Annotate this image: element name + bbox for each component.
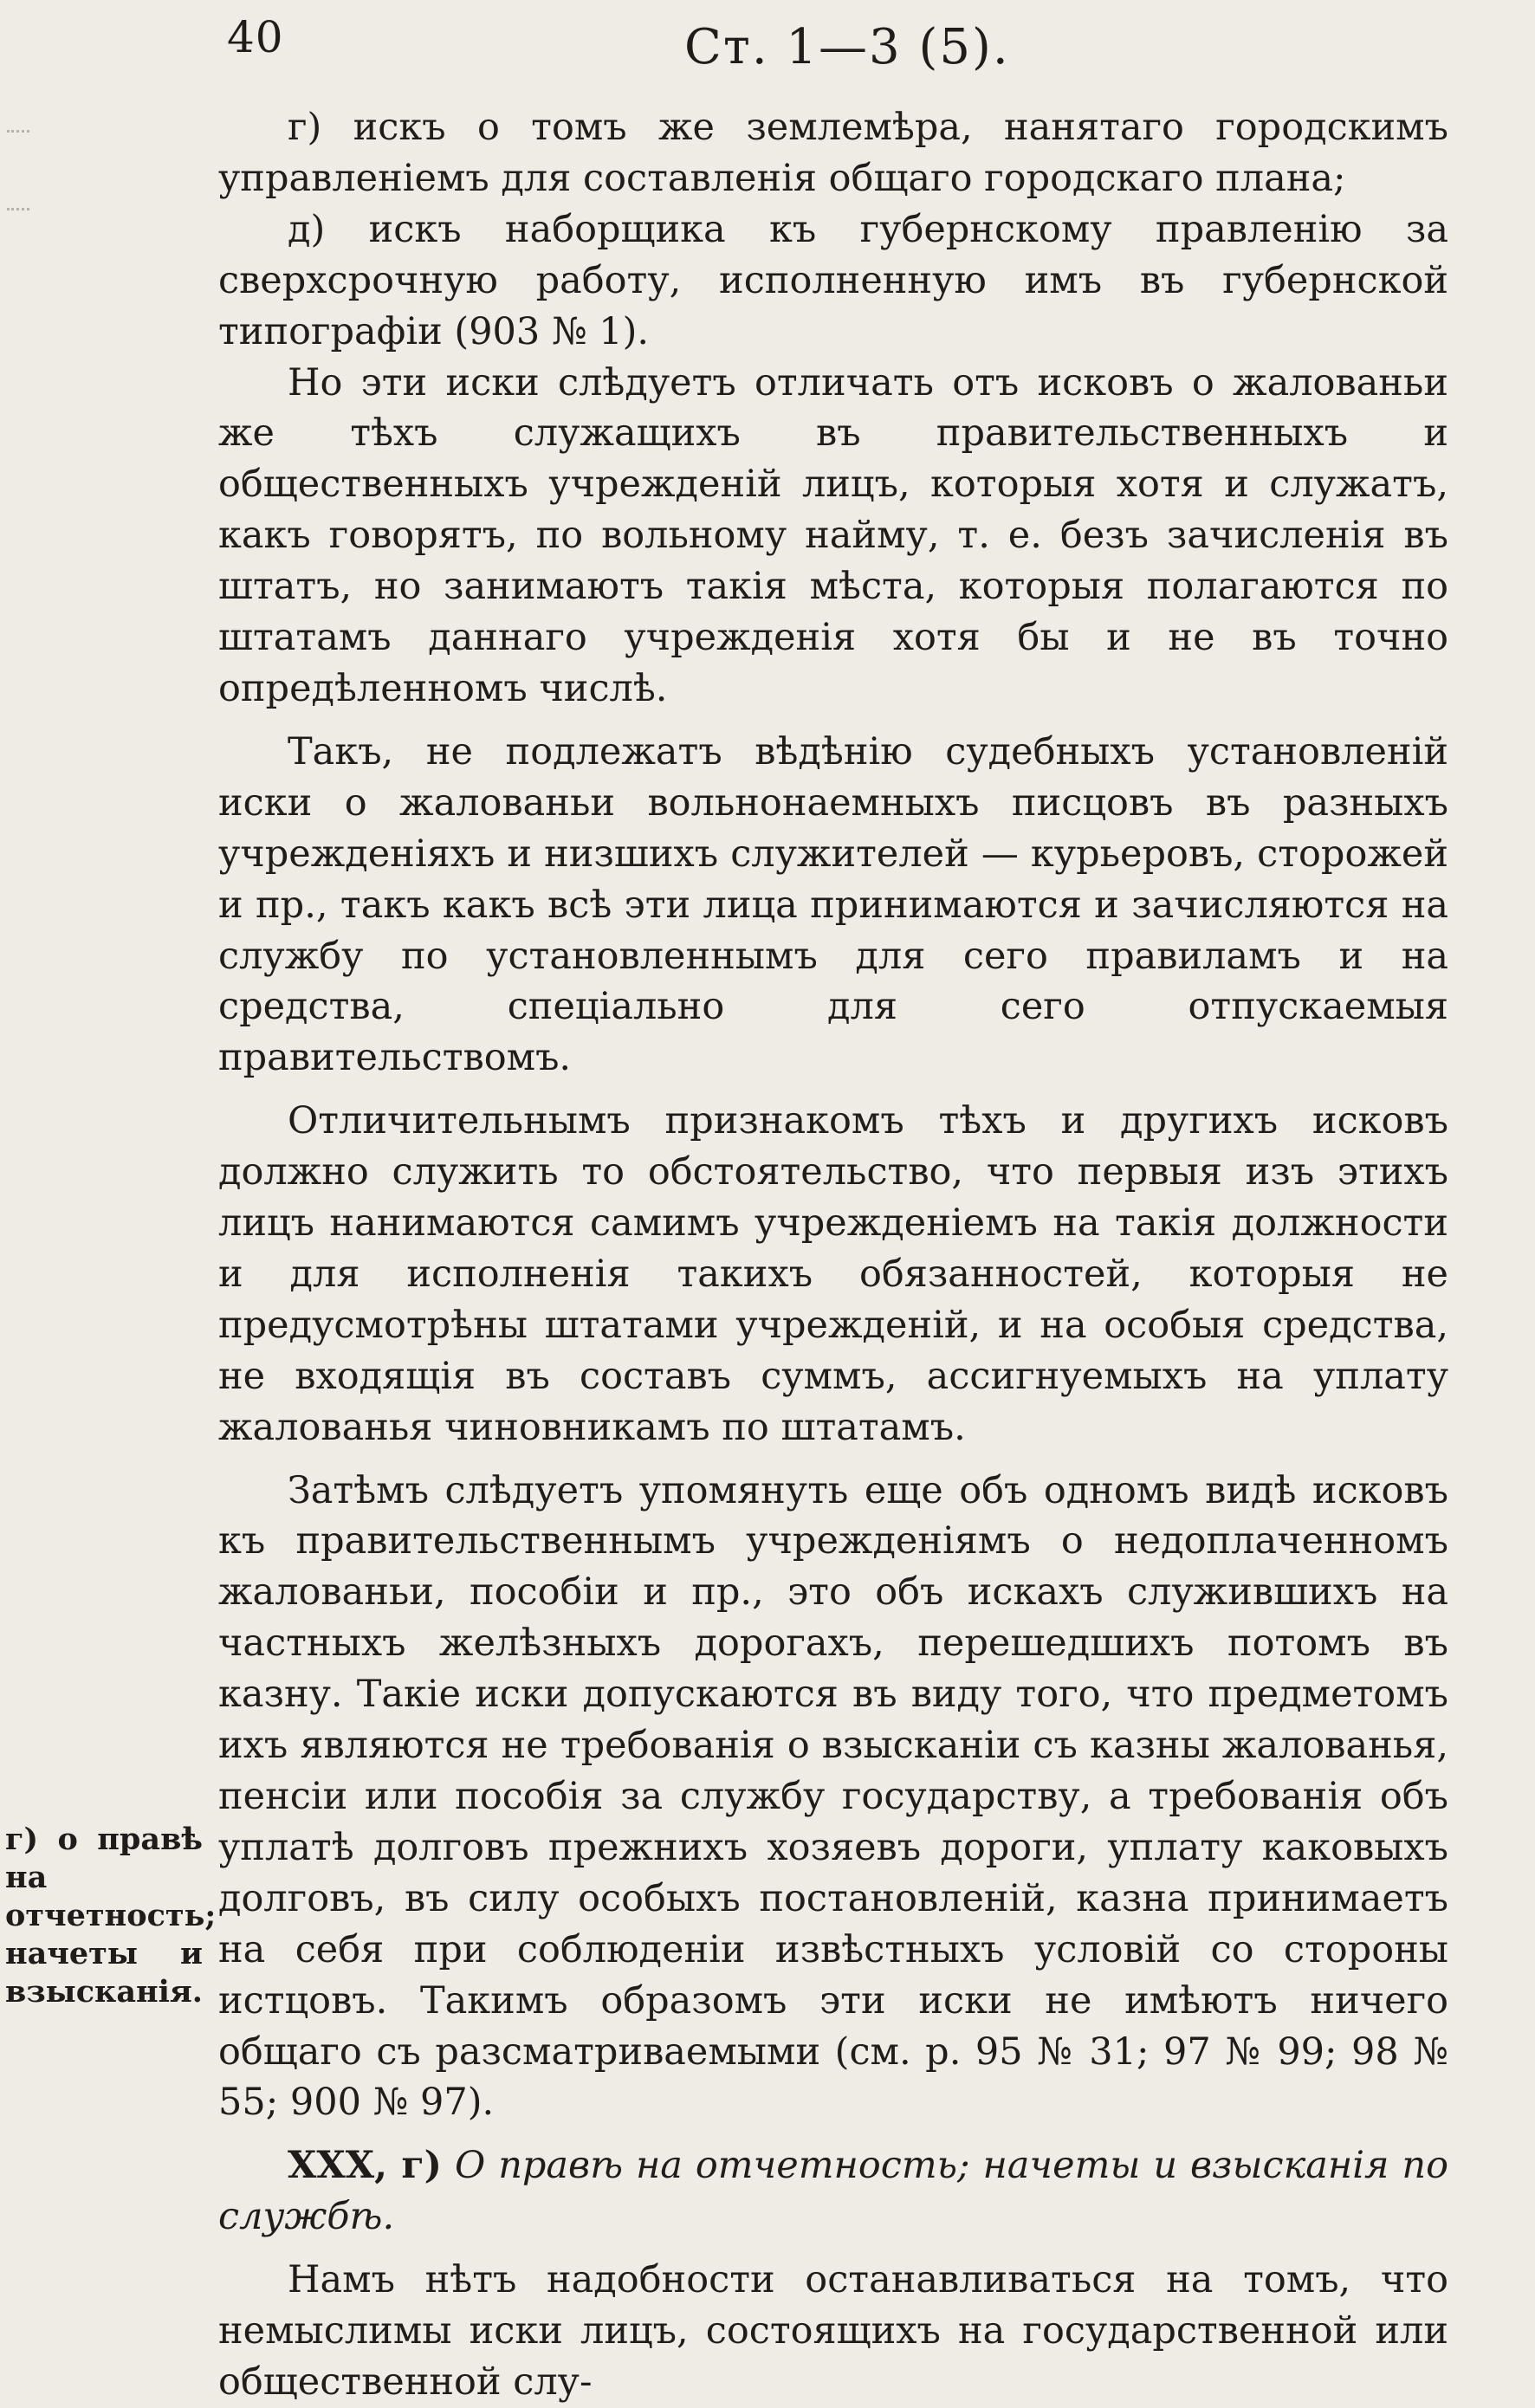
paragraph: Затѣмъ слѣдуетъ упомянуть еще объ одномъ видѣ исковъ къ правительственнымъ учрежденіямъ о недоплаченномъ жалованьи, пособіи и пр., это объ искахъ служившихъ на частныхъ желѣзныхъ дорогахъ, перешедшихъ потомъ въ казну. Такіе иски допускаются въ виду того, что предметомъ ихъ являются не требованія о взысканіи съ казны жалованья, пенсіи или пособія за службу государству, а требованія объ уплатѣ долговъ прежнихъ хозяевъ дороги, уплату каковыхъ долговъ, въ силу особыхъ постановленій, казна принимаетъ на себя при соблюденіи извѣстныхъ условій со стороны истцовъ. Такимъ образомъ эти иски не имѣютъ ничего общаго съ разсматриваемыми (см. р. 95 № 31; 97 № 99; 98 № 55; 900 № 97). bbox=[218, 1468, 1448, 2125]
running-head: Ст. 1—3 (5). bbox=[684, 19, 1010, 75]
paragraph: Такъ, не подлежатъ вѣдѣнію судебныхъ установленій иски о жалованьи вольнонаемныхъ писцовъ въ разныхъ учрежденіяхъ и низшихъ служителей — курьеровъ, сторожей и пр., такъ какъ всѣ эти лица принимаются и зачисляются на службу по установленнымъ для сего правиламъ и на средства, спеціально для сего отпускаемыя правительствомъ. bbox=[218, 729, 1448, 1080]
paragraph-list-item-g: г) искъ о томъ же землемѣра, нанятаго городскимъ управленіемъ для составленія общаго городскаго плана; bbox=[218, 106, 1448, 200]
closing-paragraph: Намъ нѣтъ надобности останавливаться на томъ, что немыслимы иски лицъ, состоящихъ на государственной или общественной слу- bbox=[218, 2258, 1448, 2404]
paragraph-list-item-d: д) искъ наборщика къ губернскому правленію за сверхсрочную работу, исполненную имъ въ губернской типографіи (903 № 1). bbox=[218, 207, 1448, 353]
margin-note: г) о правѣ на отчетность; начеты и взысканія. bbox=[5, 1822, 217, 2010]
edge-mark bbox=[7, 130, 29, 133]
paragraph: Но эти иски слѣдуетъ отличать отъ исковъ о жалованьи же тѣхъ служащихъ въ правительственныхъ и общественныхъ учрежденій лицъ, которыя хотя и служатъ, какъ говорятъ, по вольному найму, т. е. безъ зачисленія въ штатъ, но занимаютъ такія мѣста, которыя полагаются по штатамъ даннаго учрежденія хотя бы и не въ точно опредѣленномъ числѣ. bbox=[218, 360, 1448, 710]
section-heading bbox=[218, 2140, 1448, 2243]
paragraph: Отличительнымъ признакомъ тѣхъ и другихъ исковъ должно служить то обстоятельство, что первыя изъ этихъ лицъ нанимаются самимъ учрежденіемъ на такія должности и для исполненія такихъ обязанностей, которыя не предусмотрѣны штатами учрежденій, и на особыя средства, не входящія въ составъ суммъ, ассигнуемыхъ на уплату жалованья чиновникамъ по штатамъ. bbox=[218, 1099, 1448, 1449]
edge-mark bbox=[7, 208, 29, 210]
page-number: 40 bbox=[227, 12, 284, 62]
section-title: О правѣ на отчетность; начеты и взысканія по службѣ. bbox=[218, 2144, 1448, 2239]
main-text bbox=[218, 102, 1448, 2408]
section-number: XXX, г) bbox=[288, 2144, 443, 2188]
